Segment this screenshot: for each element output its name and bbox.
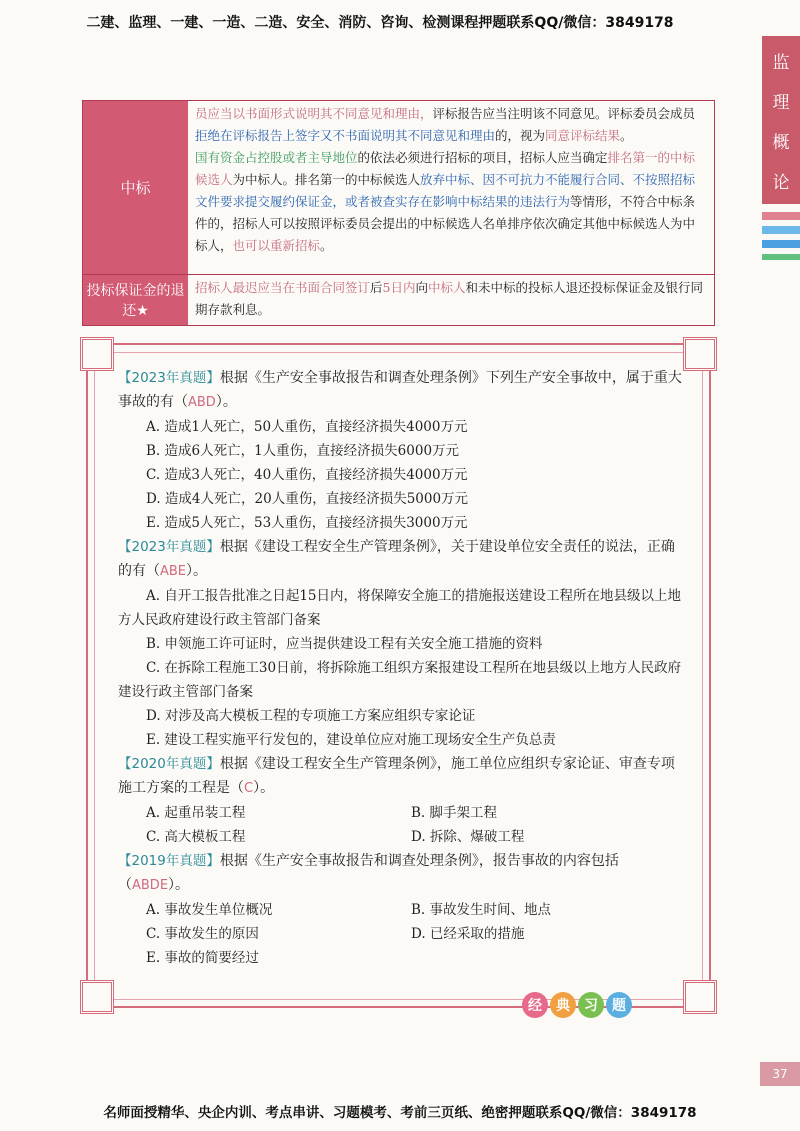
question-stem xyxy=(118,535,688,584)
text: 的依法必须进行招标的项目，招标人应当确定 xyxy=(357,150,608,165)
option: B. 脚手架工程 xyxy=(411,805,498,821)
option: C. 事故发生的原因 xyxy=(146,926,259,942)
question-stem xyxy=(118,366,688,415)
year-tag: 【2023年真题】 xyxy=(118,539,220,555)
text: 的，视为 xyxy=(495,128,546,143)
chapter-tab-char: 监 xyxy=(772,52,790,73)
badge-char: 典 xyxy=(550,992,576,1018)
question-text: 根据《建设工程安全生产管理条例》，施工单位应组织专家论证、审查专项施工方案的工程是（ xyxy=(118,756,675,796)
table-row xyxy=(83,101,714,275)
text: 评标报告应当注明该不同意见。评标委员会成员 xyxy=(432,106,696,121)
option: E. 造成5人死亡，53人重伤，直接经济损失3000万元 xyxy=(146,515,468,531)
year-tag: 【2019年真题】 xyxy=(118,853,220,869)
page-number: 37 xyxy=(760,1062,800,1086)
question-stem xyxy=(118,849,688,898)
option: C. 高大模板工程 xyxy=(146,829,246,845)
decor-stripe xyxy=(762,212,800,220)
badge-char: 题 xyxy=(606,992,632,1018)
option: E. 事故的简要经过 xyxy=(146,950,259,966)
text: 后 xyxy=(370,280,383,295)
question-text: ）。 xyxy=(215,394,237,410)
option-grid xyxy=(146,898,688,970)
option: C. 在拆除工程施工30日前，将拆除施工组织方案报建设工程所在地县级以上地方人民政府建设行政主管部门备案 xyxy=(118,660,682,700)
highlight-text: 国有资金占控股或者主导地位 xyxy=(195,150,358,165)
highlight-text: 放弃中标、因不可抗力不能履行合同、不按照招标文件要求提交履约保证金，或者被查实存在影响中标结果的违法行为 xyxy=(195,172,696,209)
answer-text: C xyxy=(244,781,254,796)
option-grid xyxy=(146,801,688,849)
highlight-text: 中标人 xyxy=(428,280,466,295)
summary-table xyxy=(82,100,715,326)
row-header: 中标 xyxy=(83,101,188,274)
frame-corner-ornament xyxy=(683,980,717,1014)
frame-corner-ornament xyxy=(683,337,717,371)
option: D. 对涉及高大模板工程的专项施工方案应组织专家论证 xyxy=(146,708,476,724)
question-text: ）。 xyxy=(168,877,190,893)
text: 等情形，不符合中标条件的，招标人可以按照评标委员会提出的中标候选人名单排序依次确定其他中标候选人为中标人， xyxy=(195,194,696,253)
page-header: 二建、监理、一建、一造、二造、安全、消防、咨询、检测课程押题联系QQ/微信：3849178 xyxy=(86,15,674,31)
question-text: 根据《生产安全事故报告和调查处理条例》，报告事故的内容包括（ xyxy=(118,853,619,893)
paragraph xyxy=(195,147,706,257)
chapter-tab-char: 论 xyxy=(772,172,790,193)
year-tag: 【2020年真题】 xyxy=(118,756,220,772)
highlight-text: 排名第一的中标候选人 xyxy=(195,150,696,187)
decor-stripe xyxy=(762,240,800,248)
question-text: ）。 xyxy=(186,563,208,579)
highlight-text: 同意评标结果 xyxy=(545,128,621,143)
question-text: 根据《建设工程安全生产管理条例》，关于建设单位安全责任的说法，正确的有（ xyxy=(118,539,675,579)
highlight-text: 也可以重新招标 xyxy=(232,238,321,253)
chapter-tab xyxy=(762,36,800,204)
option: A. 起重吊装工程 xyxy=(146,805,246,821)
option: E. 建设工程实施平行发包的，建设单位应对施工现场安全生产负总责 xyxy=(146,732,556,748)
year-tag: 【2023年真题】 xyxy=(118,370,220,386)
frame-corner-ornament xyxy=(80,337,114,371)
question-text: ）。 xyxy=(253,780,275,796)
highlight-text: 招标人最迟应当在书面合同签订 xyxy=(195,280,371,295)
row-content xyxy=(189,275,714,325)
option: A. 造成1人死亡，50人重伤，直接经济损失4000万元 xyxy=(146,419,468,435)
text: 向 xyxy=(415,280,428,295)
answer-text: ABDE xyxy=(132,878,169,893)
chapter-tab-char: 理 xyxy=(772,92,790,113)
paragraph xyxy=(195,103,706,147)
row-header: 投标保证金的退还★ xyxy=(83,275,188,325)
text: 。 xyxy=(320,238,333,253)
exercise-list xyxy=(118,366,688,970)
option: D. 已经采取的措施 xyxy=(411,926,525,942)
chapter-tab-char: 概 xyxy=(772,132,790,153)
text: 为中标人。排名第一的中标候选人 xyxy=(232,172,421,187)
badge-char: 经 xyxy=(522,992,548,1018)
option: C. 造成3人死亡，40人重伤，直接经济损失4000万元 xyxy=(146,467,468,483)
highlight-text: 员应当以书面形式说明其不同意见和理由， xyxy=(195,106,433,121)
page-footer: 名师面授精华、央企内训、考点串讲、习题模考、考前三页纸、绝密押题联系QQ/微信：3849178 xyxy=(103,1105,697,1121)
text: 。 xyxy=(620,128,633,143)
highlight-text: 5日内 xyxy=(382,280,416,295)
option: A. 自开工报告批准之日起15日内，将保障安全施工的措施报送建设工程所在地县级以上地方人民政府建设行政主管部门备案 xyxy=(118,588,682,628)
option: B. 造成6人死亡，1人重伤，直接经济损失6000万元 xyxy=(146,443,460,459)
badge-char: 习 xyxy=(578,992,604,1018)
answer-text: ABE xyxy=(160,564,187,579)
classic-exercises-badge xyxy=(522,992,632,1018)
question-text: 根据《生产安全事故报告和调查处理条例》下列生产安全事故中，属于重大事故的有（ xyxy=(118,370,682,410)
text: 和未中标的投标人退还投标保证金及银行同期存款利息。 xyxy=(195,280,704,317)
decor-stripe xyxy=(762,226,800,234)
option: B. 申领施工许可证时，应当提供建设工程有关安全施工措施的资料 xyxy=(146,636,543,652)
table-row xyxy=(83,275,714,325)
option: B. 事故发生时间、地点 xyxy=(411,902,552,918)
row-content xyxy=(189,101,714,274)
option: D. 拆除、爆破工程 xyxy=(411,829,525,845)
option: A. 事故发生单位概况 xyxy=(146,902,273,918)
option: D. 造成4人死亡，20人重伤，直接经济损失5000万元 xyxy=(146,491,469,507)
decor-stripe xyxy=(762,254,800,260)
highlight-text: 拒绝在评标报告上签字又不书面说明其不同意见和理由 xyxy=(195,128,496,143)
question-stem xyxy=(118,752,688,801)
frame-corner-ornament xyxy=(80,980,114,1014)
answer-text: ABD xyxy=(188,395,216,410)
